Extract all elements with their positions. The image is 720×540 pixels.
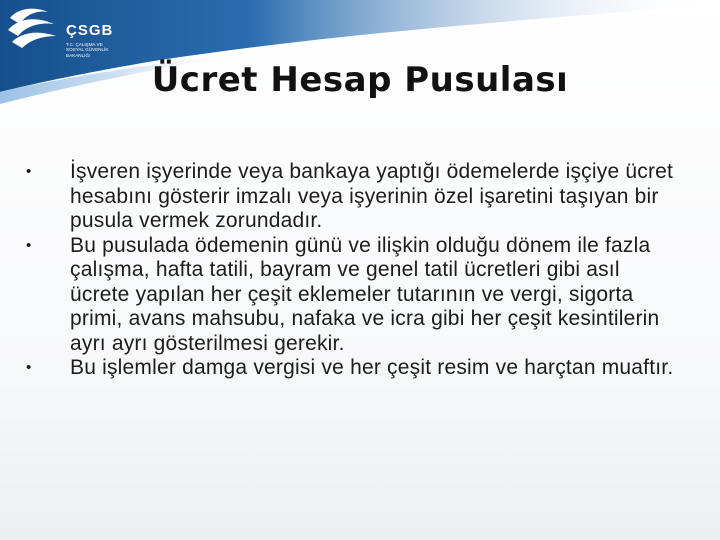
bullet-item xyxy=(22,160,682,234)
bullet-dot-icon: • xyxy=(26,236,32,254)
bullet-text: Bu pusulada ödemenin günü ve ilişkin olduğu dönem ile fazla çalışma, hafta tatili, bayram ve genel tatil ücretleri gibi asıl ücrete yapılan her çeşit eklemeler tutarının ve vergi, sigorta primi, avans mahsubu, nafaka ve icra gibi her çeşit kesintilerin ayrı ayrı gösterilmesi gerekir. xyxy=(70,233,660,355)
bullet-dot-icon: • xyxy=(26,359,32,376)
ministry-logo-icon xyxy=(4,4,62,56)
bullet-item xyxy=(22,356,682,381)
ministry-name-line: BAKANLIĞI xyxy=(66,52,91,58)
bullet-text: Bu işlemler damga vergisi ve her çeşit resim ve harçtan muaftır. xyxy=(70,356,674,379)
brand-name: ÇSGB xyxy=(66,22,114,39)
bullet-list xyxy=(22,160,682,381)
bullet-dot-icon: • xyxy=(26,163,32,180)
bullet-item xyxy=(22,234,682,357)
ministry-name xyxy=(66,42,126,58)
bullet-text: İşveren işyerinde veya bankaya yaptığı ödemelerde işçiye ücret hesabını gösterir imzalı veya işyerinin özel işaretini taşıyan bir pusula vermek zorundadır. xyxy=(70,160,674,232)
ministry-name-line: T.C. ÇALIŞMA VE xyxy=(66,42,103,47)
ministry-name-line: SOSYAL GÜVENLİK xyxy=(66,47,109,53)
slide-title: Ücret Hesap Pusulası xyxy=(151,60,569,100)
